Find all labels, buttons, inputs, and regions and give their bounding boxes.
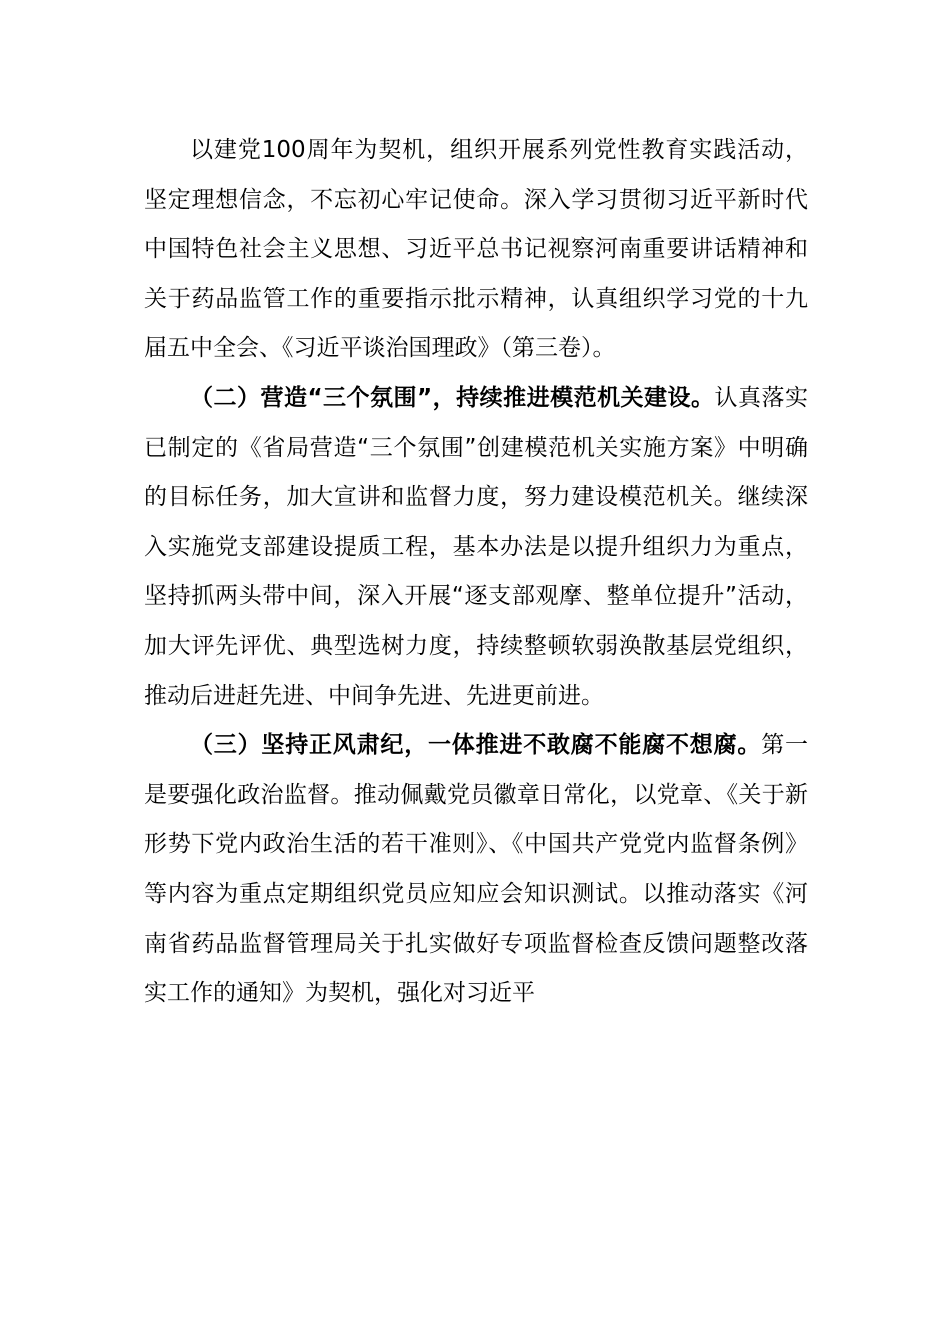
paragraph-body: 以建党100周年为契机，组织开展系列党性教育实践活动，坚定理想信念，不忘初心牢记使命。深入学习贯彻习近平新时代中国特色社会主义思想、习近平总书记视察河南重要讲话精神和关于药品监管工作的重要指示批示精神，认真组织学习党的十九届五中全会、《习近平谈治国理政》（第三卷）。 (144, 137, 808, 362)
paragraph-model-agency (144, 374, 808, 721)
paragraph-heading: （二）营造“三个氛围”，持续推进模范机关建设。 (190, 384, 715, 411)
paragraph-heading: （三）坚持正风肃纪，一体推进不敢腐不能腐不想腐。 (190, 732, 762, 759)
paragraph-intro (144, 126, 808, 374)
paragraph-anti-corruption (144, 721, 808, 1019)
document-page (144, 126, 808, 1019)
paragraph-body: 认真落实已制定的《省局营造“三个氛围”创建模范机关实施方案》中明确的目标任务，加大宣讲和监督力度，努力建设模范机关。继续深入实施党支部建设提质工程，基本办法是以提升组织力为重点，坚持抓两头带中间，深入开展“逐支部观摩、整单位提升”活动，加大评先评优、典型选树力度，持续整顿软弱涣散基层党组织，推动后进赶先进、中间争先进、先进更前进。 (144, 384, 809, 709)
paragraph-body: 第一是要强化政治监督。推动佩戴党员徽章日常化，以党章、《关于新形势下党内政治生活的若干准则》、《中国共产党党内监督条例》等内容为重点定期组织党员应知应会知识测试。以推动落实《河南省药品监督管理局关于扎实做好专项监督检查反馈问题整改落实工作的通知》为契机，强化对习近平 (144, 732, 809, 1007)
